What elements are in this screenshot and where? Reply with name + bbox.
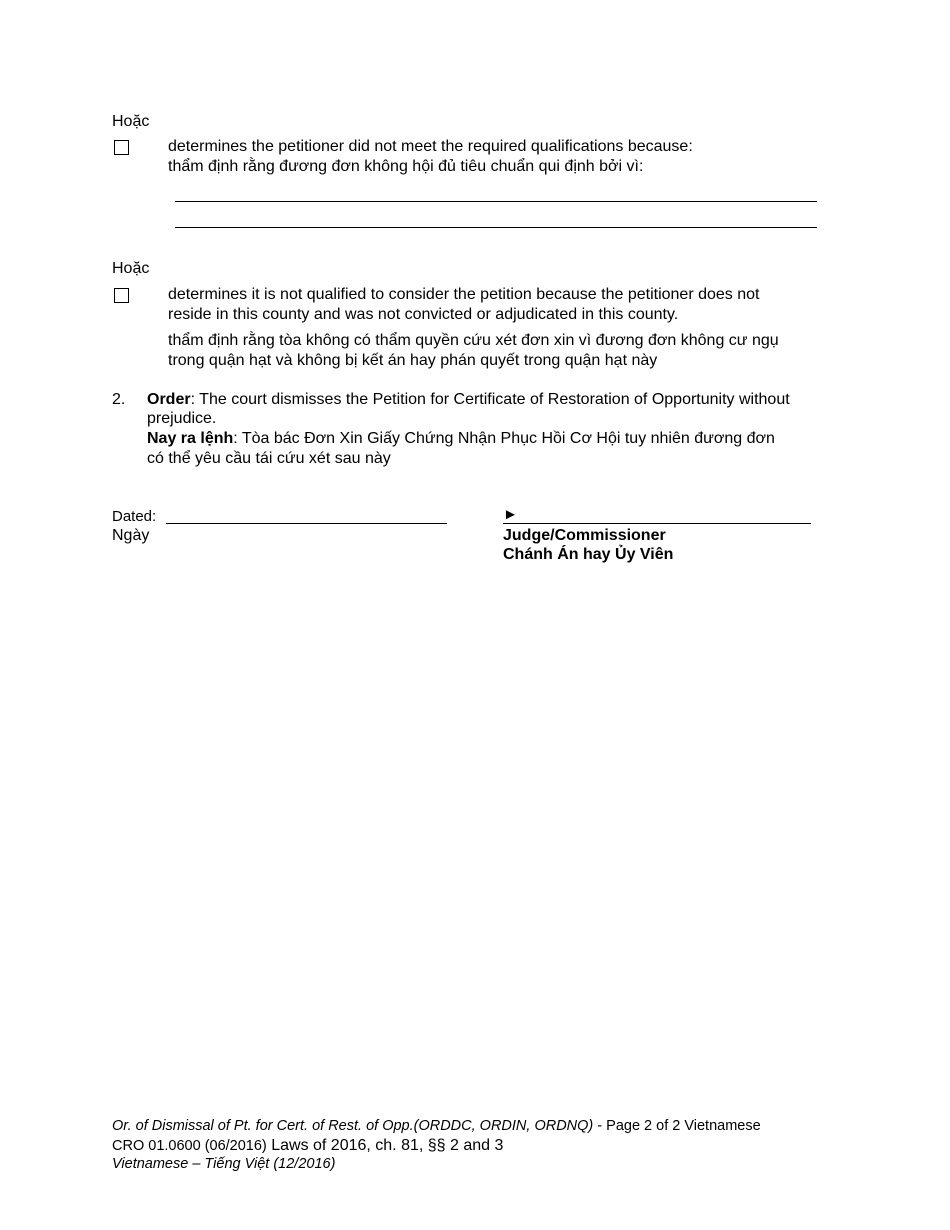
date-line[interactable]: [166, 523, 447, 524]
or-label: Hoặc: [112, 260, 150, 277]
qualifications-text-vi: thẩm định rằng đương đơn không hội đủ tiêu chuẩn qui định bởi vì:: [168, 158, 644, 175]
footer-form-code: [112, 1136, 503, 1156]
signature-arrow-icon: ►: [503, 506, 518, 523]
laws-citation: Laws of 2016, ch. 81, §§ 2 and 3: [266, 1137, 504, 1154]
form-code: CRO 01.0600 (06/2016): [112, 1138, 267, 1154]
not-qualified-checkbox[interactable]: [114, 288, 129, 303]
order-label: Order: [147, 391, 191, 408]
order-text-vi-line2: có thể yêu cầu tái cứu xét sau này: [147, 450, 391, 467]
reason-line-2[interactable]: [175, 227, 817, 228]
not-qualified-text-vi-line1: thẩm định rằng tòa không có thẩm quyền cứu xét đơn xin vì đương đơn không cư ngụ: [168, 332, 779, 349]
signature-line[interactable]: [503, 523, 811, 524]
dated-label: Dated:: [112, 508, 157, 525]
dated-label-vi: Ngày: [112, 527, 150, 544]
judge-label: Judge/Commissioner: [503, 527, 666, 544]
order-label-vi: Nay ra lệnh: [147, 430, 234, 447]
not-qualified-text-vi-line2: trong quận hạt và không bị kết án hay phán quyết trong quận hạt này: [168, 352, 658, 369]
order-text: : The court dismisses the Petition for Certificate of Restoration of Opportunity without: [190, 391, 790, 408]
footer-page-info: - Page 2 of 2 Vietnamese: [593, 1118, 761, 1134]
order-text-vi-line1: [147, 429, 775, 449]
not-qualified-text-en-line1: determines it is not qualified to consider the petition because the petitioner does not: [168, 286, 760, 303]
reason-line-1[interactable]: [175, 201, 817, 202]
order-number: 2.: [112, 391, 126, 408]
judge-label-vi: Chánh Án hay Ủy Viên: [503, 546, 674, 563]
not-qualified-text-en-line2: reside in this county and was not convicted or adjudicated in this county.: [168, 306, 679, 323]
qualifications-checkbox[interactable]: [114, 140, 129, 155]
footer-translation: Vietnamese – Tiếng Việt (12/2016): [112, 1156, 336, 1172]
footer-title: [112, 1117, 761, 1136]
order-text-en-line2: prejudice.: [147, 410, 217, 427]
or-label: Hoặc: [112, 113, 150, 130]
footer-form-title: Or. of Dismissal of Pt. for Cert. of Rest. of Opp.(ORDDC, ORDIN, ORDNQ): [112, 1118, 594, 1134]
order-text-vi: : Tòa bác Đơn Xin Giấy Chứng Nhận Phục Hồi Cơ Hội tuy nhiên đương đơn: [233, 430, 775, 447]
qualifications-text-en: determines the petitioner did not meet the required qualifications because:: [168, 138, 693, 155]
order-text-en-line1: [147, 390, 790, 410]
